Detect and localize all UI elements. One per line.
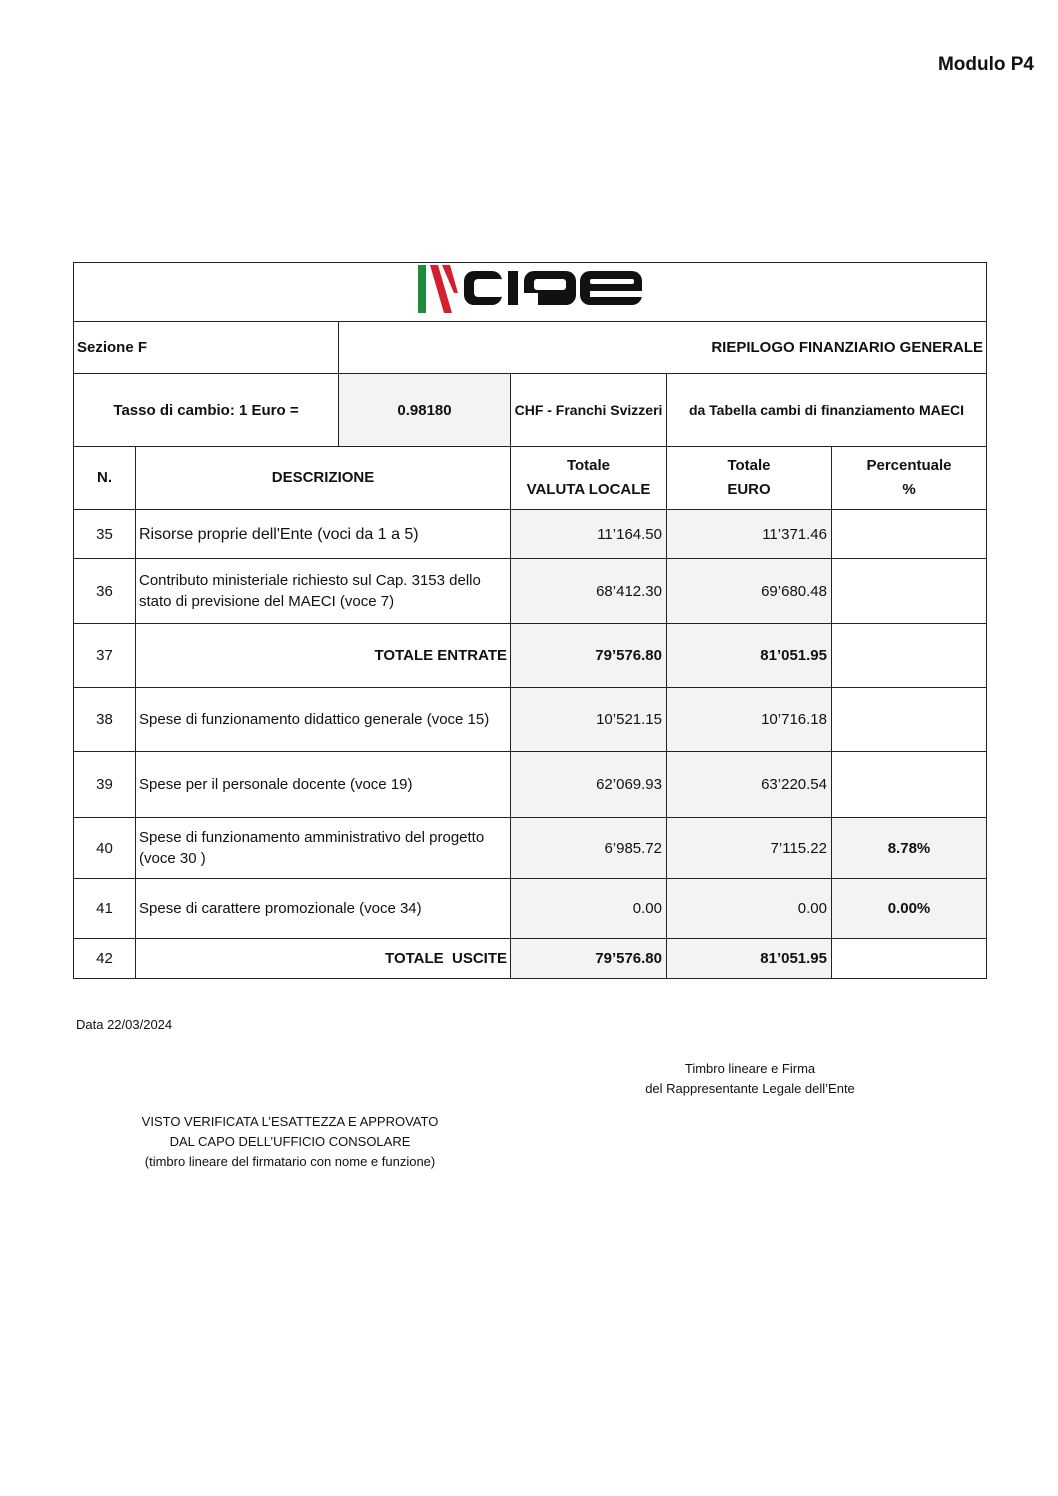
cambio-source: da Tabella cambi di finanziamento MAECI xyxy=(667,374,987,447)
financial-summary-table xyxy=(73,262,987,979)
sezione-title: RIEPILOGO FINANZIARIO GENERALE xyxy=(339,322,987,374)
row-number: 37 xyxy=(74,624,136,688)
row-perc xyxy=(832,624,987,688)
modulo-label: Modulo P4 xyxy=(937,54,1034,75)
cipe-logo-icon xyxy=(412,263,648,317)
cambio-rate: 0.98180 xyxy=(339,374,511,447)
table-row xyxy=(74,559,987,624)
col-valuta-line1: Totale xyxy=(566,457,611,474)
row-description: Risorse proprie dell'Ente (voci da 1 a 5) xyxy=(136,510,511,559)
approval-line1: VISTO VERIFICATA L’ESATTEZZA E APPROVATO xyxy=(141,1114,439,1129)
row-euro: 10’716.18 xyxy=(667,688,832,752)
row-number: 42 xyxy=(74,939,136,979)
logo-row xyxy=(74,263,987,322)
row-perc xyxy=(832,752,987,818)
row-number: 41 xyxy=(74,879,136,939)
row-valuta: 10’521.15 xyxy=(511,688,667,752)
col-n: N. xyxy=(74,447,136,510)
row-number: 39 xyxy=(74,752,136,818)
sezione-label: Sezione F xyxy=(74,322,339,374)
row-euro: 69’680.48 xyxy=(667,559,832,624)
row-description: Spese di funzionamento didattico generale (voce 15) xyxy=(136,688,511,752)
row-valuta: 62’069.93 xyxy=(511,752,667,818)
table-row xyxy=(74,818,987,879)
row-description: Spese di funzionamento amministrativo del progetto (voce 30 ) xyxy=(136,818,511,879)
row-euro: 11’371.46 xyxy=(667,510,832,559)
cambio-currency: CHF - Franchi Svizzeri xyxy=(511,374,667,447)
row-valuta: 11’164.50 xyxy=(511,510,667,559)
cambio-label: Tasso di cambio: 1 Euro = xyxy=(74,374,339,447)
signature-line1: Timbro lineare e Firma xyxy=(684,1061,816,1076)
row-euro: 0.00 xyxy=(667,879,832,939)
row-valuta: 79’576.80 xyxy=(511,624,667,688)
table-row xyxy=(74,688,987,752)
row-perc xyxy=(832,688,987,752)
row-perc xyxy=(832,559,987,624)
col-perc-line2: % xyxy=(902,481,916,498)
row-description: Spese di carattere promozionale (voce 34) xyxy=(136,879,511,939)
col-valuta-line2: VALUTA LOCALE xyxy=(526,481,651,498)
consular-approval-block xyxy=(110,1112,470,1172)
row-number: 35 xyxy=(74,510,136,559)
table-row xyxy=(74,752,987,818)
col-perc xyxy=(832,447,987,510)
signature-line2: del Rappresentante Legale dell’Ente xyxy=(645,1081,855,1096)
row-number: 36 xyxy=(74,559,136,624)
col-euro-line1: Totale xyxy=(727,457,771,474)
row-number: 38 xyxy=(74,688,136,752)
row-perc: 0.00% xyxy=(832,879,987,939)
row-euro: 81’051.95 xyxy=(667,624,832,688)
row-description: TOTALE USCITE xyxy=(136,939,511,979)
table-row xyxy=(74,624,987,688)
row-perc xyxy=(832,510,987,559)
table-row xyxy=(74,510,987,559)
cipe-logo xyxy=(412,263,648,317)
table-row xyxy=(74,939,987,979)
row-description: Contributo ministeriale richiesto sul Cap. 3153 dello stato di previsione del MAECI (voce 7) xyxy=(136,559,511,624)
col-perc-line1: Percentuale xyxy=(866,457,952,474)
col-euro-line2: EURO xyxy=(727,481,771,498)
row-valuta: 6’985.72 xyxy=(511,818,667,879)
col-euro xyxy=(667,447,832,510)
row-perc: 8.78% xyxy=(832,818,987,879)
approval-line2: DAL CAPO DELL’UFFICIO CONSOLARE xyxy=(169,1134,411,1149)
row-perc xyxy=(832,939,987,979)
document-date: Data 22/03/2024 xyxy=(76,1017,173,1032)
row-number: 40 xyxy=(74,818,136,879)
row-valuta: 0.00 xyxy=(511,879,667,939)
row-valuta: 79’576.80 xyxy=(511,939,667,979)
approval-line3: (timbro lineare del firmatario con nome e funzione) xyxy=(144,1154,436,1169)
col-descrizione: DESCRIZIONE xyxy=(136,447,511,510)
row-description: Spese per il personale docente (voce 19) xyxy=(136,752,511,818)
row-euro: 81’051.95 xyxy=(667,939,832,979)
row-euro: 7’115.22 xyxy=(667,818,832,879)
row-description: TOTALE ENTRATE xyxy=(136,624,511,688)
table-row xyxy=(74,879,987,939)
col-valuta xyxy=(511,447,667,510)
row-valuta: 68’412.30 xyxy=(511,559,667,624)
signature-block xyxy=(600,1059,900,1099)
row-euro: 63’220.54 xyxy=(667,752,832,818)
